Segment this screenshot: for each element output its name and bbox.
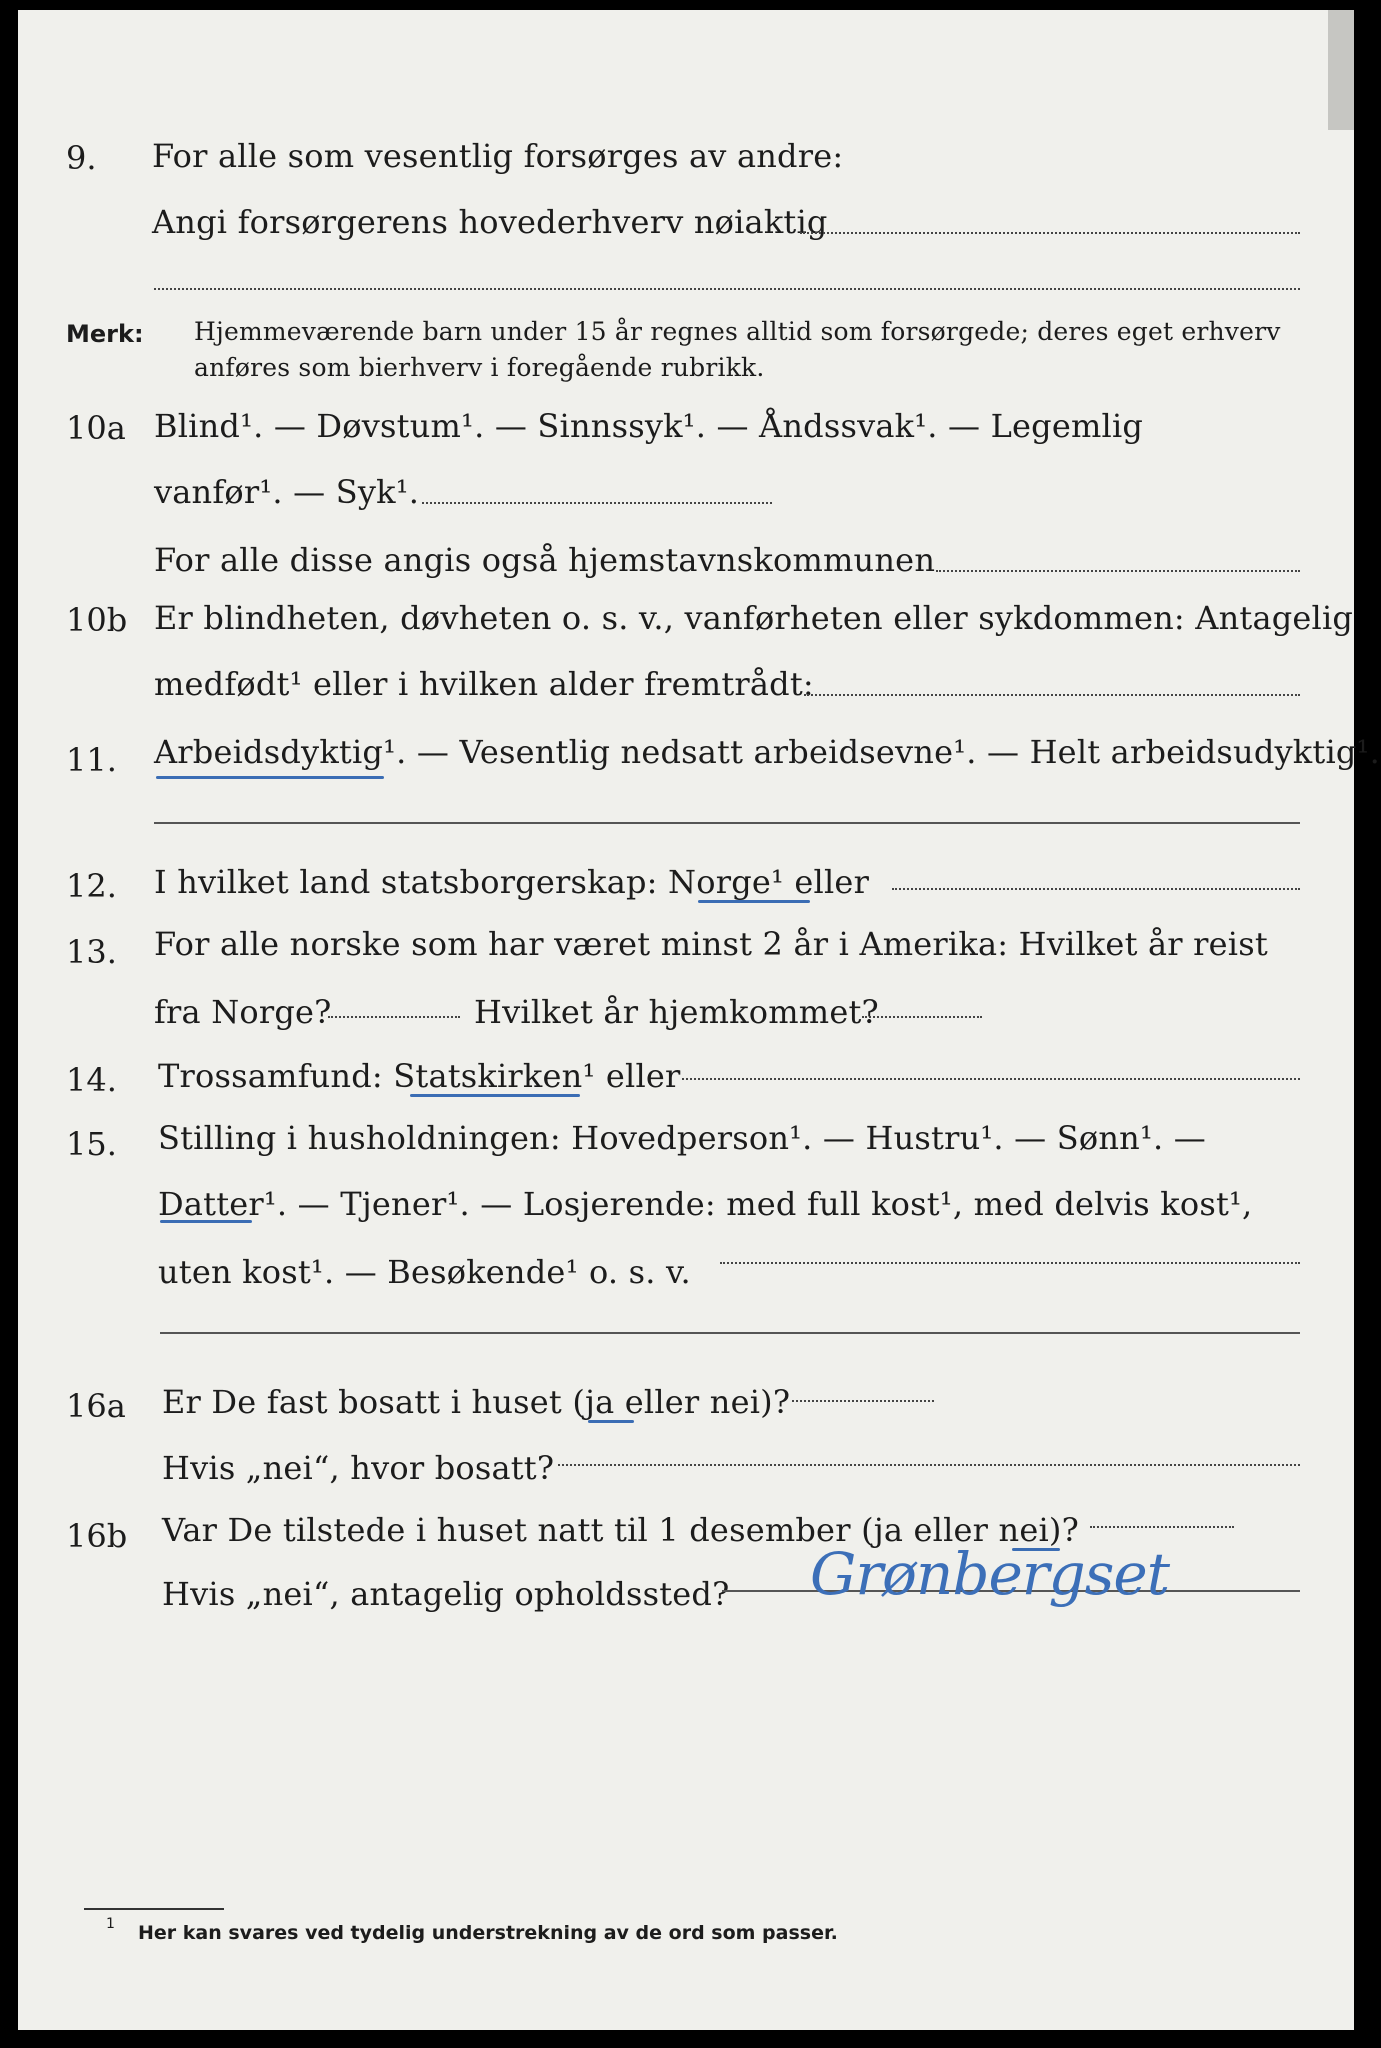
q10a-answer-line[interactable] [422,502,772,504]
q12-number: 12. [66,867,117,905]
merk-line2: anføres som bierhverv i foregående rubrikk. [194,353,765,382]
q12-pen-underline [698,900,810,903]
footnote-text: Her kan svares ved tydelig understrekning av de ord som passer. [138,1922,838,1944]
q15-answer-line[interactable] [720,1262,1300,1264]
q9-line1: For alle som vesentlig forsørges av andre: [152,137,844,175]
q9-answer-line[interactable] [800,232,1300,234]
q11-pen-underline [156,776,384,779]
q16b-number: 16b [66,1517,128,1555]
census-form-page [18,10,1380,2030]
q11-answer-line[interactable] [154,822,1300,824]
footnote-mark: 1 [106,1916,115,1932]
q10b-answer-line[interactable] [804,694,1300,696]
q16a-number: 16a [66,1387,126,1425]
q10a-line1: Blind¹. — Døvstum¹. — Sinnssyk¹. — Åndssvak¹. — Legemlig [154,407,1144,445]
footnote-rule [84,1908,224,1910]
q16a-line1: Er De fast bosatt i huset (ja eller nei)? [162,1383,791,1421]
q10a-kommune-line[interactable] [936,570,1300,572]
q16a-pen-underline [588,1420,634,1423]
q14-number: 14. [66,1061,117,1099]
q13-line2b: Hvilket år hjemkommet? [474,993,879,1031]
q15-extra-line[interactable] [160,1332,1300,1334]
q12-line1: I hvilket land statsborgerskap: Norge¹ eller [154,863,870,901]
q13-number: 13. [66,933,117,971]
q10a-number: 10a [66,409,126,447]
q10a-line3: For alle disse angis også hjemstavnskommunen [154,541,936,579]
q9-number: 9. [66,139,97,177]
q10a-line2: vanfør¹. — Syk¹. [154,473,420,511]
q15-line3: uten kost¹. — Besøkende¹ o. s. v. [158,1253,691,1291]
q9-extra-line[interactable] [154,288,1300,290]
q13-hjemkommet-line[interactable] [862,1016,982,1018]
q14-answer-line[interactable] [682,1078,1300,1080]
q13-reist-line[interactable] [328,1016,460,1018]
q13-line1: For alle norske som har været minst 2 år i Amerika: Hvilket år reist [154,925,1268,963]
q16b-answer-line[interactable] [1090,1526,1234,1528]
merk-line1: Hjemmeværende barn under 15 år regnes alltid som forsørgede; deres eget erhverv [194,317,1281,346]
q16b-handwritten-answer: Grønbergset [810,1540,1170,1608]
q15-line2: Datter¹. — Tjener¹. — Losjerende: med full kost¹, med delvis kost¹, [158,1185,1253,1223]
q11-number: 11. [66,741,117,779]
q16a-answer-line[interactable] [792,1400,934,1402]
q16b-line1: Var De tilstede i huset natt til 1 desember (ja eller nei)? [162,1511,1079,1549]
q15-pen-underline [160,1220,252,1223]
q15-number: 15. [66,1125,117,1163]
q16a-line2: Hvis „nei“, hvor bosatt? [162,1449,555,1487]
q9-line2: Angi forsørgerens hovederhverv nøiaktig [152,203,828,241]
q16b-line2: Hvis „nei“, antagelig opholdssted? [162,1575,730,1613]
page-edge-shadow [1328,10,1354,130]
q13-line2a: fra Norge? [154,993,332,1031]
q12-answer-line[interactable] [892,888,1300,890]
q11-line1: Arbeidsdyktig¹. — Vesentlig nedsatt arbeidsevne¹. — Helt arbeidsudyktig¹. [154,733,1380,771]
q10b-line1: Er blindheten, døvheten o. s. v., vanførheten eller sykdommen: Antagelig [154,599,1354,637]
q15-line1: Stilling i husholdningen: Hovedperson¹. — Hustru¹. — Sønn¹. — [158,1119,1206,1157]
merk-label: Merk: [66,320,144,348]
q10b-line2: medfødt¹ eller i hvilken alder fremtrådt: [154,665,814,703]
q16a-bosatt-line[interactable] [558,1464,1300,1466]
q10b-number: 10b [66,601,128,639]
q14-line1: Trossamfund: Statskirken¹ eller [158,1057,681,1095]
q14-pen-underline [410,1094,580,1097]
